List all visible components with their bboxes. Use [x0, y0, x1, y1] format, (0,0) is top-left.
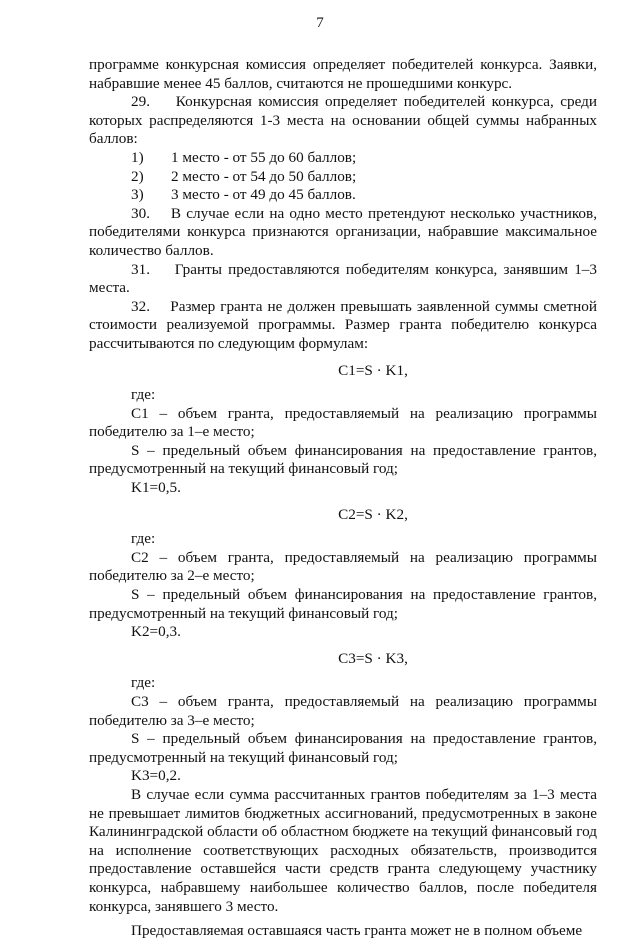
where-label: где:: [131, 530, 156, 548]
paragraph-intro: программе конкурсная комиссия определяет победителей конкурса. Заявки, набравшие менее 45 баллов, считаются не прошедшими конкурс.: [89, 56, 597, 92]
list-item-text: 3 место - от 49 до 45 баллов.: [171, 186, 356, 204]
c3-definition: С3 – объем гранта, предоставляемый на реализацию программы победителю за 3–е место;: [89, 693, 597, 729]
k2-value: K2=0,3.: [131, 623, 181, 641]
list-item-number: 1): [131, 148, 144, 166]
paragraph-last: Предоставляемая оставшаяся часть гранта может не в полном объеме: [131, 922, 583, 940]
where-label: где:: [131, 674, 156, 692]
paragraph-31: 31. Гранты предоставляются победителям конкурса, занявшим 1–3 места.: [89, 260, 597, 297]
list-item: [89, 186, 597, 205]
paragraph-30: 30. В случае если на одно место претендуют несколько участников, победителями конкурса признаются организации, набравшие максимальное количество баллов.: [89, 204, 597, 259]
page-number: 7: [316, 15, 324, 31]
document-body: [89, 56, 597, 941]
paragraph-29: 29. Конкурсная комиссия определяет победителей конкурса, среди которых распределяются 1-3 места на основании общей суммы набранных баллов:: [89, 93, 597, 148]
list-item-number: 3): [131, 186, 144, 204]
s-definition: S – предельный объем финансирования на предоставление грантов, предусмотренный на текущий финансовый год;: [89, 586, 597, 622]
s-definition: S – предельный объем финансирования на предоставление грантов, предусмотренный на текущий финансовый год;: [89, 441, 597, 478]
formula-c1: С1=S · K1,: [338, 361, 408, 379]
c2-definition: С2 – объем гранта, предоставляемый на реализацию программы победителю за 2–е место;: [89, 548, 597, 585]
paragraph-32: 32. Размер гранта не должен превышать заявленной суммы сметной стоимости реализуемой программы. Размер гранта победителю конкурса рассчитываются по следующим формулам:: [89, 297, 597, 352]
where-label: где:: [131, 386, 156, 404]
formula-c3: С3=S · K3,: [338, 649, 408, 667]
list-item-number: 2): [131, 167, 144, 185]
list-item-text: 1 место - от 55 до 60 баллов;: [171, 148, 357, 166]
paragraph-remainder: В случае если сумма рассчитанных грантов победителям за 1–3 места не превышает лимитов бюджетных ассигнований, предусмотренных в законе Калининградской области об областном бюджете на текущий финансовый год на исполнение соответствующих расходных обязательств, производится предоставление оставшейся части средств гранта следующему участнику конкурса, набравшему наибольшее количество баллов, после победителя конкурса, занявшего 3 место.: [89, 785, 597, 915]
k1-value: K1=0,5.: [131, 479, 181, 497]
formula-c2: С2=S · K2,: [338, 505, 408, 523]
c1-definition: С1 – объем гранта, предоставляемый на реализацию программы победителю за 1–е место;: [89, 404, 597, 441]
s-definition: S – предельный объем финансирования на предоставление грантов, предусмотренный на текущий финансовый год;: [89, 730, 597, 766]
list-item: [89, 149, 597, 168]
list-item: [89, 168, 597, 187]
k3-value: K3=0,2.: [131, 767, 181, 785]
list-item-text: 2 место - от 54 до 50 баллов;: [171, 167, 357, 185]
